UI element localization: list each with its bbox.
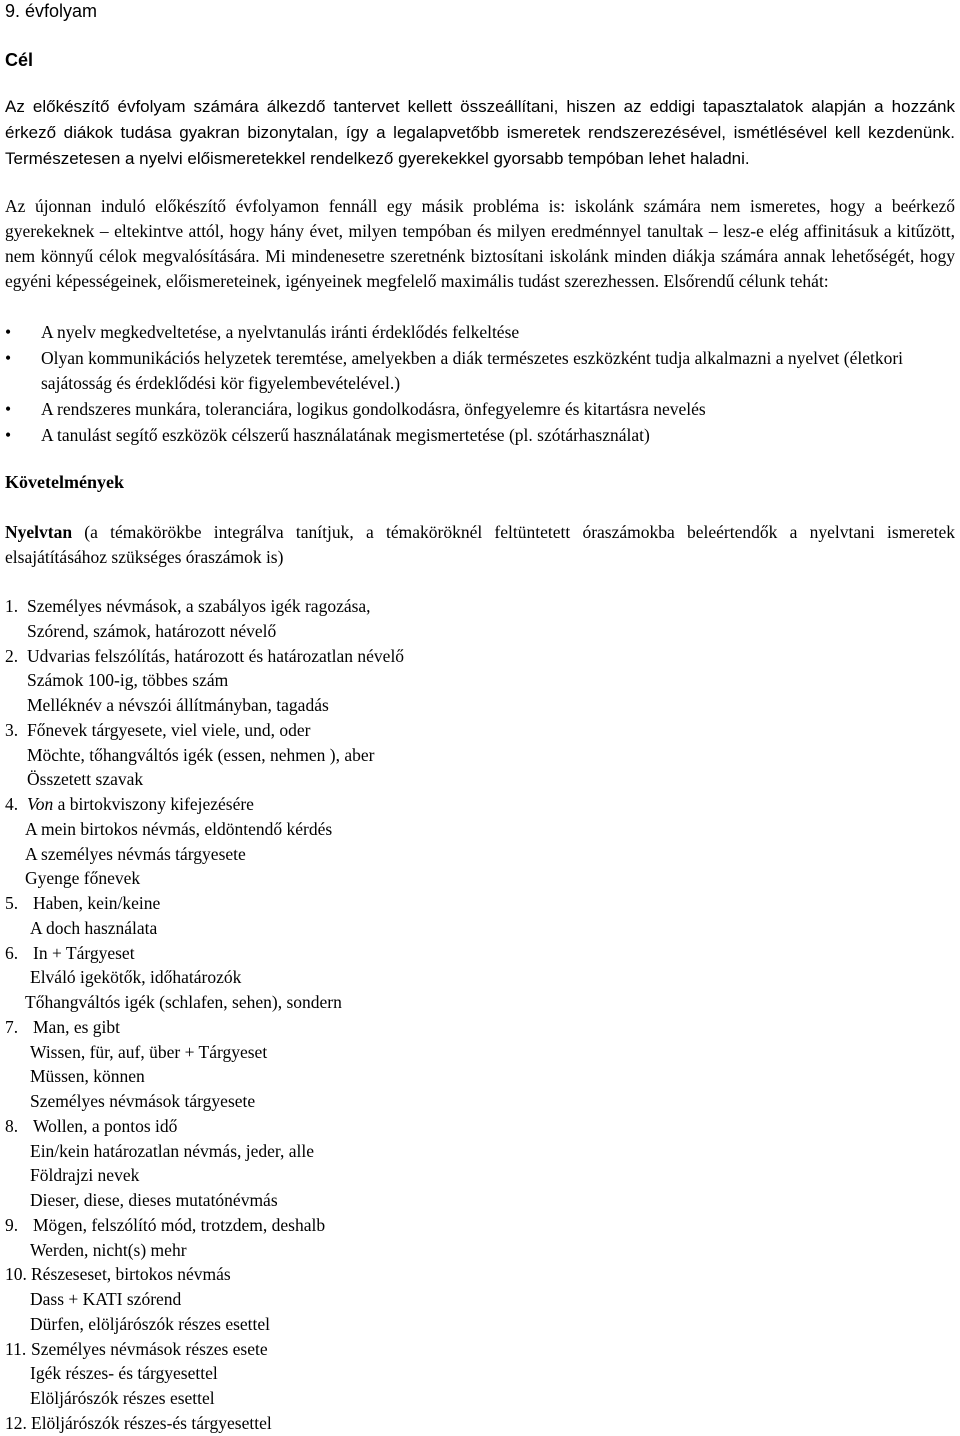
topic-subline: Möchte, tőhangváltós igék (essen, nehmen ), aber — [27, 744, 375, 765]
nyelvtan-text: (a témakörökbe integrálva tanítjuk, a témaköröknél feltüntetett óraszámokba beleértendők a nyelvtani ismeretek elsajátításához szükséges óraszámok is) — [5, 522, 955, 567]
topic-subline: A doch használata — [30, 917, 158, 938]
topic-item — [5, 1337, 945, 1411]
intro-paragraph-2: Az újonnan induló előkészítő évfolyamon fennáll egy másik probléma is: iskolánk számára nem ismeretes, hogy a beérkező gyerekeknek – eltekintve attól, hogy hány évet, milyen tempóban és milyen eredménnyel tanultak – lesz-e elég affinitásuk a kitűzött, nem könnyű célok megvalósítására. Mi mindenesetre szeretnénk biztosítani iskolánk minden diákja számára annak lehetőségét, hogy egyéni képességeinek, előismereteinek, igényeinek megfelelő maximális tudást szerezhessen. Elsőrendű célunk tehát: — [5, 196, 955, 291]
topic-subline: Ein/kein határozatlan névmás, jeder, alle — [30, 1140, 315, 1161]
topic-item — [5, 718, 945, 792]
topic-first-line: Haben, kein/keine — [33, 893, 161, 913]
topic-subline: Elváló igekötők, időhatározók — [30, 967, 242, 988]
topic-number: 2. — [5, 645, 19, 666]
topic-subline: Gyenge főnevek — [25, 868, 141, 889]
topic-subline: Földrajzi nevek — [30, 1165, 140, 1186]
goals-list — [5, 320, 955, 449]
topic-item — [5, 644, 945, 718]
topic-first-line: a birtokviszony kifejezésére — [53, 794, 254, 814]
topic-number: 10. — [5, 1264, 27, 1285]
section-heading-kovetelmenyek: Követelmények — [5, 472, 124, 492]
topic-first-line: Wollen, a pontos idő — [33, 1115, 178, 1136]
topic-subline: Elöljárószók részes esettel — [30, 1388, 215, 1408]
topic-number: 1. — [5, 596, 19, 616]
topic-number: 4. — [5, 794, 19, 814]
topic-subline: Tőhangváltós igék (schlafen, sehen), sondern — [25, 992, 342, 1012]
topic-first-line: Udvarias felszólítás, határozott és határozatlan névelő — [27, 645, 405, 666]
topic-subline: Wissen, für, auf, über + Tárgyeset — [30, 1041, 268, 1062]
intro-paragraph-1: Az előkészítő évfolyam számára álkezdő tantervet kellett összeállítani, hiszen az eddigi tapasztalatok alapján a hozzánk érkező diákok tudása gyakran bizonytalan, így a legalapvetőbb ismeretek rendszerezésével, ismétlésével kell kezdenünk. Természetesen a nyelvi előismeretekkel rendelkező gyerekekkel gyorsabb tempóban lehet haladni. — [5, 97, 955, 168]
topic-first-line: In + Tárgyeset — [33, 942, 135, 963]
topic-first-line: Elöljárószók részes-és tárgyesettel — [31, 1412, 272, 1433]
bullet-icon: • — [5, 425, 12, 445]
topic-italic-word: Von — [27, 794, 54, 814]
goal-item — [5, 397, 955, 422]
goal-text: A nyelv megkedveltetése, a nyelvtanulás iránti érdeklődés felkeltése — [41, 322, 520, 342]
topics-list — [5, 594, 945, 1436]
section-heading-cel: Cél — [5, 50, 34, 70]
topic-item — [5, 941, 945, 1015]
topic-item — [5, 594, 945, 644]
topic-first-line: Személyes névmások, a szabályos igék ragozása, — [27, 596, 371, 616]
topic-number: 12. — [5, 1412, 27, 1433]
bullet-icon: • — [5, 399, 12, 419]
topic-item — [5, 1213, 945, 1263]
goal-text: Olyan kommunikációs helyzetek teremtése, amelyekben a diák természetes eszközként tudja alkalmazni a nyelvet (életkori sajátosság és érdeklődési kör figyelembevételével.) — [41, 348, 904, 393]
topic-item — [5, 1114, 945, 1213]
topic-subline: Dieser, diese, dieses mutatónévmás — [30, 1190, 278, 1210]
topic-first-line: Mögen, felszólító mód, trotzdem, deshalb — [33, 1214, 326, 1235]
nyelvtan-label: Nyelvtan — [5, 522, 73, 542]
topic-subline: Összetett szavak — [27, 769, 144, 790]
topic-subline: Szórend, számok, határozott névelő — [27, 620, 277, 641]
topic-number: 5. — [5, 893, 19, 913]
topic-subline: Számok 100-ig, többes szám — [27, 670, 229, 691]
goal-text: A rendszeres munkára, toleranciára, logikus gondolkodásra, önfegyelemre és kitartásra nevelés — [41, 399, 706, 419]
topic-number: 11. — [5, 1338, 27, 1359]
topic-number: 3. — [5, 719, 19, 740]
topic-first-line: Man, es gibt — [33, 1016, 121, 1037]
topic-item — [5, 1262, 945, 1336]
page-title: 9. évfolyam — [5, 1, 98, 21]
topic-number: 7. — [5, 1016, 19, 1037]
goal-item — [5, 320, 955, 345]
topic-subline: A személyes névmás tárgyesete — [25, 843, 246, 864]
topic-item — [5, 891, 945, 941]
topic-number: 6. — [5, 942, 19, 963]
topic-subline: Melléknév a névszói állítmányban, tagadás — [27, 695, 329, 715]
nyelvtan-paragraph — [5, 520, 955, 570]
goal-item — [5, 346, 955, 396]
topic-first-line: Főnevek tárgyesete, viel viele, und, oder — [27, 719, 311, 740]
goal-text: A tanulást segítő eszközök célszerű használatának megismertetése (pl. szótárhasználat) — [41, 425, 650, 445]
topic-subline: A mein birtokos névmás, eldöntendő kérdés — [25, 818, 333, 839]
bullet-icon: • — [5, 322, 12, 342]
topic-item — [5, 1015, 945, 1114]
goal-item — [5, 423, 955, 448]
bullet-icon: • — [5, 348, 12, 368]
topic-number: 9. — [5, 1214, 19, 1235]
topic-first-line: Részeseset, birtokos névmás — [31, 1264, 231, 1285]
topic-number: 8. — [5, 1115, 19, 1136]
topic-subline: Werden, nicht(s) mehr — [30, 1239, 187, 1260]
topic-subline: Müssen, können — [30, 1066, 145, 1087]
topic-first-line: Személyes névmások részes esete — [31, 1338, 268, 1359]
topic-subline: Személyes névmások tárgyesete — [30, 1091, 256, 1111]
topic-subline: Dass + KATI szórend — [30, 1289, 182, 1309]
topic-subline: Igék részes- és tárgyesettel — [30, 1363, 218, 1384]
topic-item — [5, 792, 945, 891]
topic-subline: Dürfen, elöljárószók részes esettel — [30, 1313, 271, 1334]
topic-item — [5, 1411, 945, 1436]
